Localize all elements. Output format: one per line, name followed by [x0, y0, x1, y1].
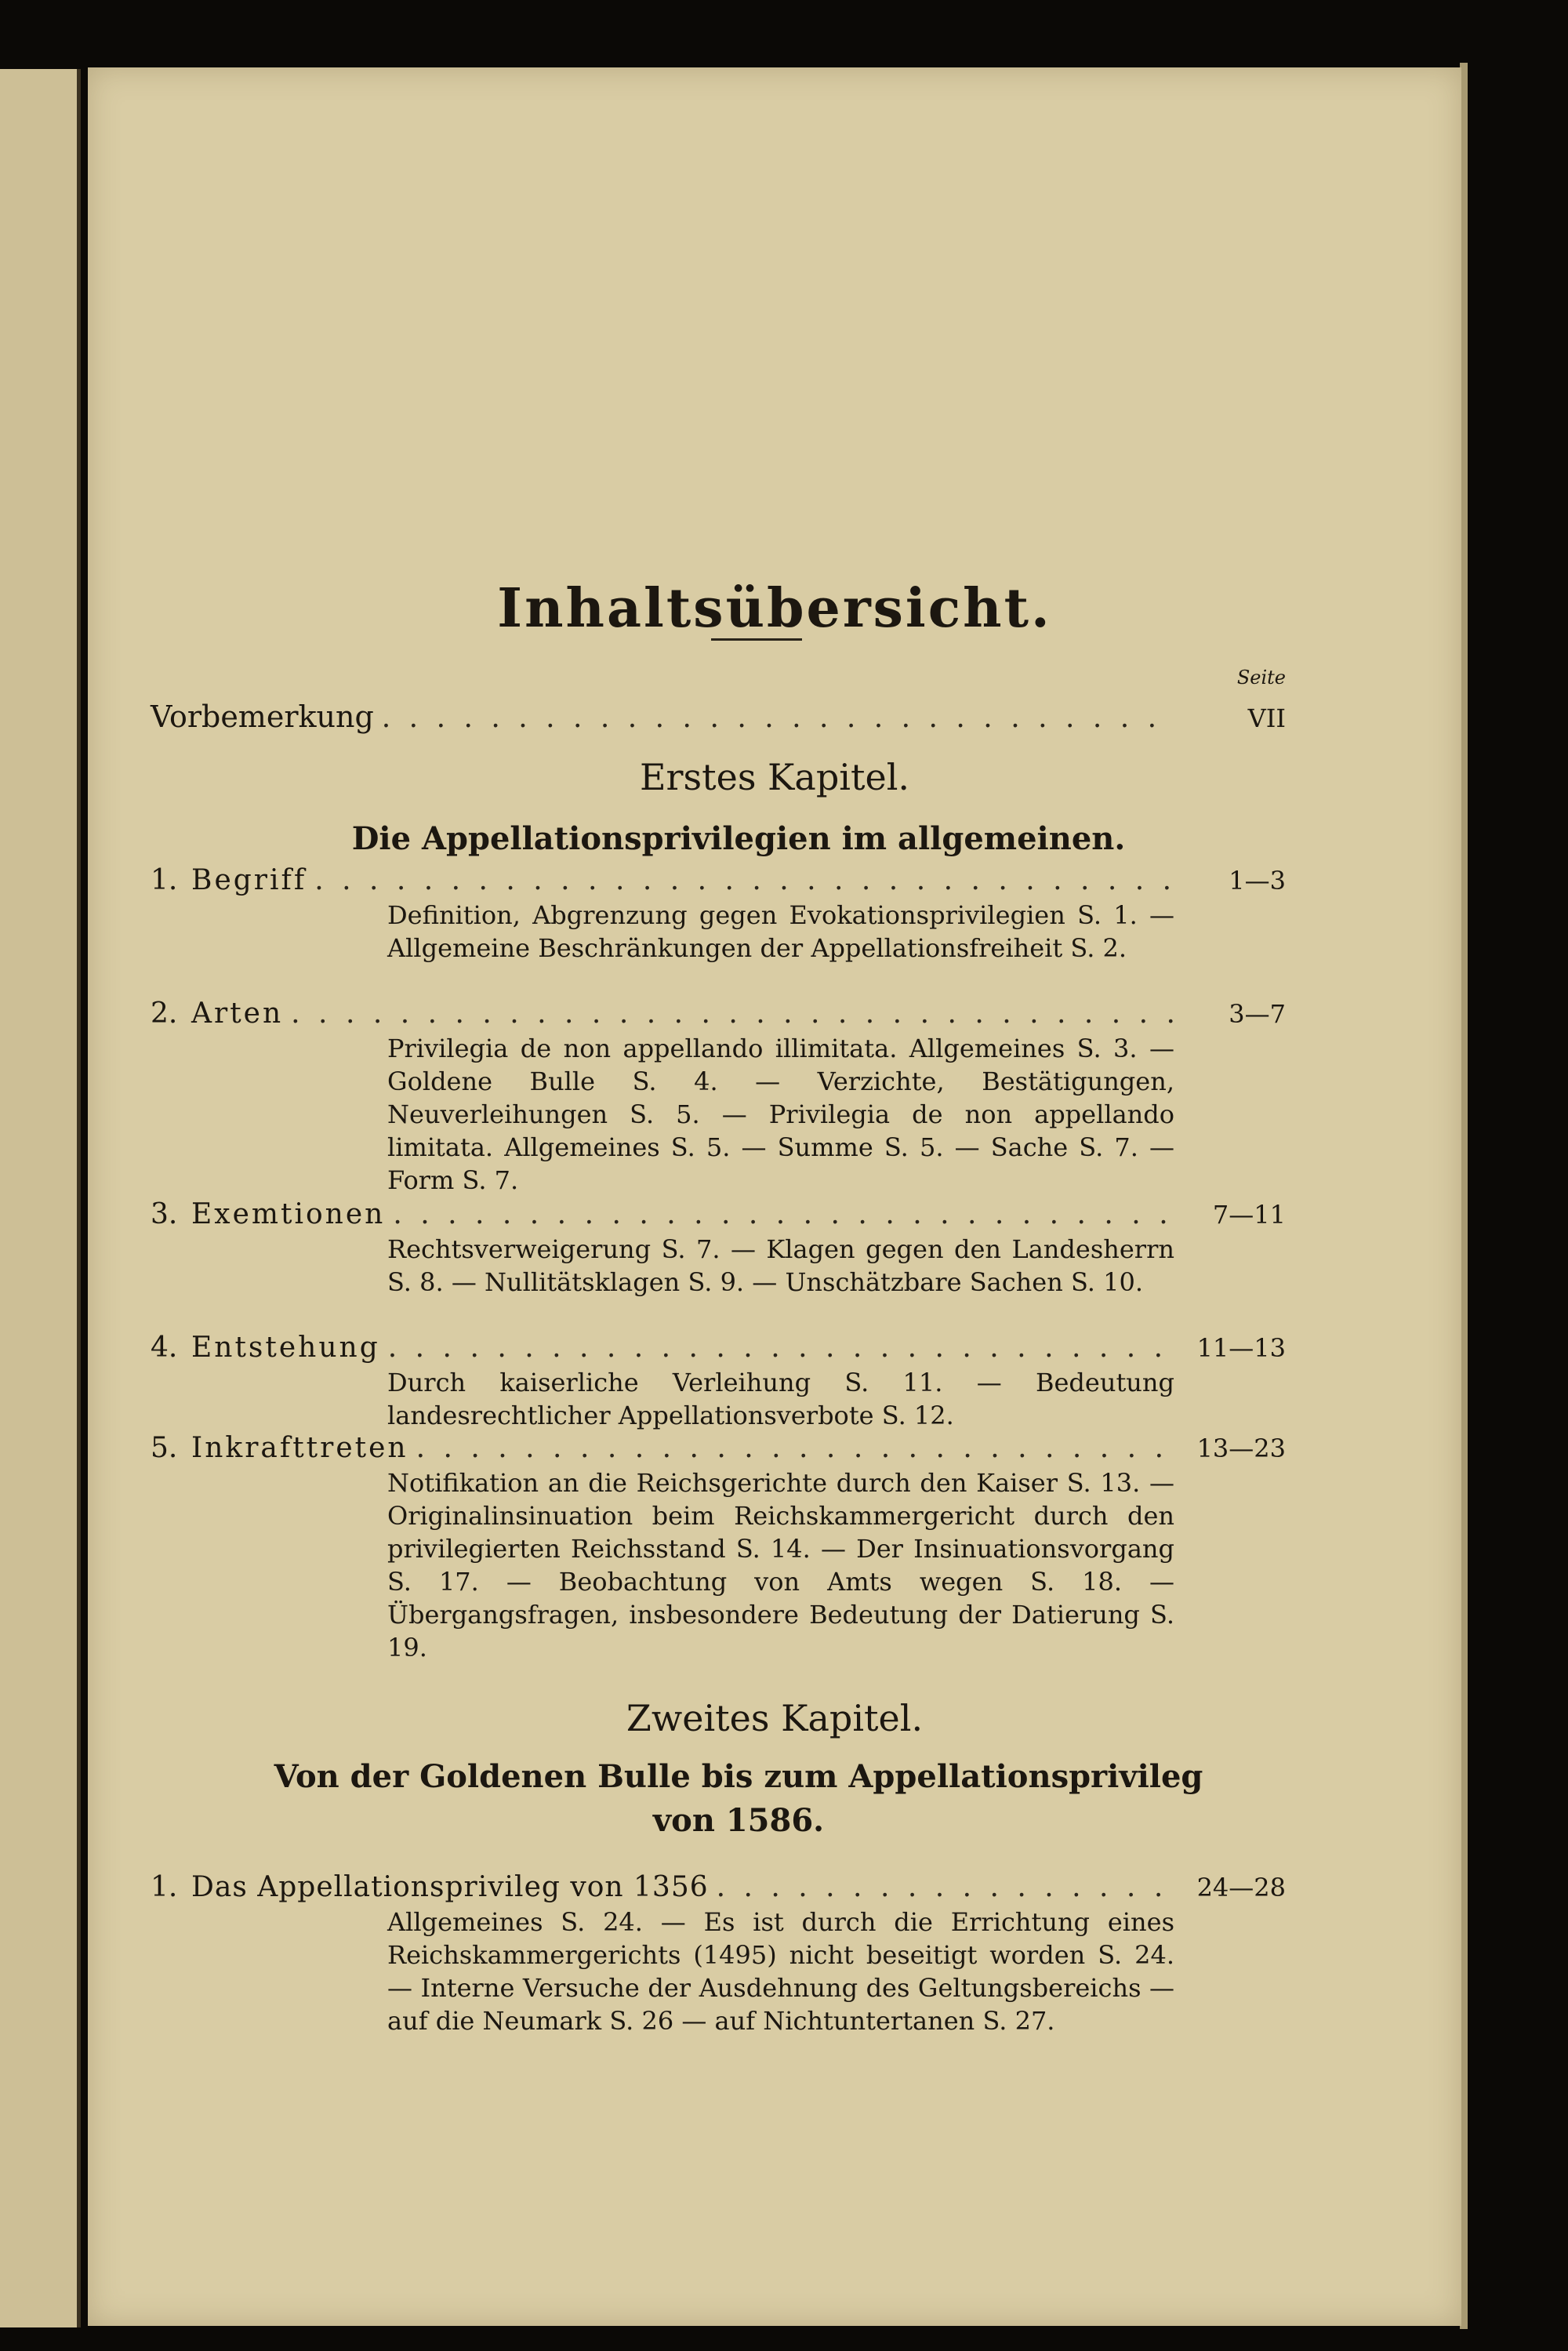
toc-entry[interactable] — [151, 1198, 1286, 1230]
dot-leader — [314, 864, 1176, 896]
toc-entry-pages: 24—28 — [1196, 1873, 1286, 1902]
toc-entry-number: 1. — [151, 864, 178, 896]
toc-entry-description: Notifikation an die Reichsgerichte durch den Kaiser S. 13. — Originalinsinuation beim Reichskammergericht durch den privilegierten Reichsstand S. 14. — Der Insinuationsvorgang S. 17. — Beobachtung von Amts wegen S. 18. — Übergangsfragen, insbesondere Bedeutung der Datierung S. 19. — [387, 1468, 1174, 1662]
toc-entry-pages: VII — [1247, 703, 1286, 733]
toc-entry-title: Vorbemerkung — [151, 699, 374, 734]
dot-leader — [416, 1432, 1176, 1464]
toc-entry-preface[interactable] — [151, 699, 1286, 734]
toc-entry-description: Allgemeines S. 24. — Es ist durch die Errichtung eines Reichskammergerichts (1495) nicht beseitigt worden S. 24. — Interne Versuche der Ausdehnung des Geltungsbereichs — auf die Neumark S. 26 — auf Nichtuntertanen S. 27. — [387, 1907, 1174, 2036]
toc-entry-description: Rechtsverweigerung S. 7. — Klagen gegen den Landesherrn S. 8. — Nullitätsklagen S. 9. — Unschätzbare Sachen S. 10. — [387, 1234, 1174, 1297]
dot-leader — [382, 702, 1176, 734]
chapter-heading: Erstes Kapitel. — [639, 756, 910, 798]
page-column-label: Seite — [1236, 667, 1286, 689]
chapter-subtitle — [190, 1755, 1287, 1843]
toc-entry-description: Definition, Abgrenzung gegen Evokationsprivilegien S. 1. — Allgemeine Beschränkungen der Appellationsfreiheit S. 2. — [387, 900, 1174, 963]
facing-page-edge — [0, 69, 81, 2327]
toc-entry-pages: 7—11 — [1212, 1200, 1286, 1230]
chapter-subtitle: Die Appellationsprivilegien im allgemeinen. — [351, 820, 1126, 857]
toc-entry-number: 2. — [151, 997, 178, 1030]
toc-entry-title: Begriff — [191, 864, 307, 896]
toc-entry-number: 4. — [151, 1332, 178, 1364]
toc-entry-pages: 13—23 — [1196, 1433, 1286, 1463]
toc-entry[interactable] — [151, 1871, 1286, 1903]
toc-entry-number: 1. — [151, 1871, 178, 1903]
toc-entry-title: Das Appellationsprivileg von 1356 — [191, 1871, 709, 1903]
dot-leader — [291, 997, 1176, 1030]
dot-leader — [393, 1198, 1176, 1230]
document-page — [88, 67, 1461, 2326]
chapter-subtitle-line: von 1586. — [652, 1802, 825, 1839]
toc-entry[interactable] — [151, 1332, 1286, 1364]
toc-entry-title: Entstehung — [191, 1332, 380, 1364]
toc-entry-description: Privilegia de non appellando illimitata. Allgemeines S. 3. — Goldene Bulle S. 4. — Verzichte, Bestätigungen, Neuverleihungen S. 5. — Privilegia de non appellando limitata. Allgemeines S. 5. — Summe S. 5. — Sache S. 7. — Form S. 7. — [387, 1034, 1174, 1195]
chapter-heading: Zweites Kapitel. — [626, 1697, 924, 1739]
toc-entry-description: Durch kaiserliche Verleihung S. 11. — Bedeutung landesrechtlicher Appellationsverbote S. 12. — [387, 1368, 1174, 1430]
toc-entry[interactable] — [151, 864, 1286, 896]
toc-entry-pages: 1—3 — [1229, 866, 1286, 896]
toc-entry-pages: 11—13 — [1196, 1333, 1286, 1363]
page-title: Inhaltsübersicht. — [497, 577, 1052, 640]
toc-entry-number: 3. — [151, 1198, 178, 1230]
toc-entry-number: 5. — [151, 1432, 178, 1464]
toc-entry-pages: 3—7 — [1229, 999, 1286, 1029]
toc-entry-title: Exemtionen — [191, 1198, 386, 1230]
chapter-subtitle-line: Von der Goldenen Bulle bis zum Appellationsprivileg — [274, 1758, 1203, 1795]
toc-entry-title: Inkrafttreten — [191, 1432, 408, 1464]
toc-entry-title: Arten — [191, 997, 284, 1030]
toc-entry[interactable] — [151, 1432, 1286, 1464]
title-divider — [711, 638, 802, 641]
toc-entry[interactable] — [151, 997, 1286, 1030]
dot-leader — [388, 1332, 1176, 1364]
dot-leader — [717, 1871, 1176, 1903]
